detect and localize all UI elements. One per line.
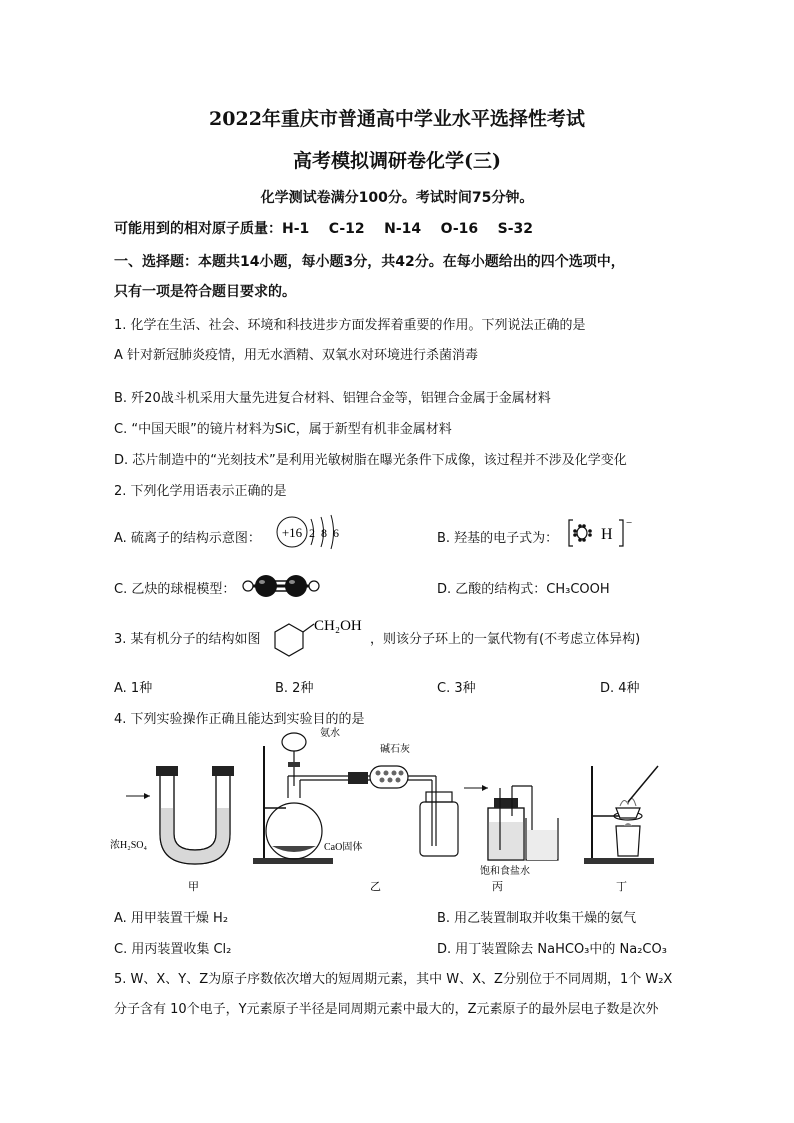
section-heading-cont: 只有一项是符合题目要求的。	[114, 284, 296, 300]
q3-option-d: D. 4种	[600, 681, 640, 696]
q4-option-d: D. 用丁装置除去 NaHCO₃中的 Na₂CO₃	[437, 942, 667, 957]
q2-option-d: D. 乙酸的结构式：CH₃COOH	[437, 582, 610, 597]
q5-line2: 分子含有 10个电子，Y元素原子半径是同周期元素中最大的，Z元素原子的最外层电子数是次外	[114, 1002, 659, 1017]
label-cao: CaO固体	[324, 842, 363, 853]
apparatus-yi	[253, 726, 458, 893]
q3-stem-post: ，则该分子环上的一氯代物有(不考虑立体异构)	[370, 632, 641, 647]
label-ammonia: 氨水	[320, 728, 340, 739]
q3-option-a: A. 1种	[114, 681, 153, 696]
hydrogen-symbol: H	[601, 526, 613, 543]
cyclohexylmethanol-structure	[272, 612, 372, 664]
q1-option-d: D. 芯片制造中的“光刻技术”是利用光敏树脂在曝光条件下成像，该过程并不涉及化学变化	[114, 453, 627, 468]
label-bing: 丙	[492, 881, 503, 893]
q4-option-c: C. 用丙装置收集 Cl₂	[114, 942, 232, 957]
q1-option-a: A 针对新冠肺炎疫情，用无水酒精、双氧水对环境进行杀菌消毒	[114, 348, 479, 363]
section-heading: 一、选择题：本题共14小题，每小题3分，共42分。在每小题给出的四个选项中，	[114, 254, 625, 270]
sulfide-ion-diagram	[272, 511, 344, 551]
label-conc-h2so4: 浓H₂SO₄	[110, 840, 147, 851]
ch2oh-label: CH₂OH	[314, 618, 362, 634]
electron-shells: 2 8 6	[309, 526, 339, 540]
q2-option-c: C. 乙炔的球棍模型：	[114, 582, 236, 597]
apparatus-ding	[584, 766, 658, 893]
apparatus-bing	[464, 785, 558, 893]
nucleus-charge: +16	[281, 525, 303, 540]
q2-stem: 2. 下列化学用语表示正确的是	[114, 484, 287, 499]
apparatus-figure	[108, 726, 688, 896]
label-jia: 甲	[188, 881, 199, 893]
q4-stem: 4. 下列实验操作正确且能达到实验目的的是	[114, 712, 365, 727]
q2-option-a: A. 硫离子的结构示意图：	[114, 531, 261, 546]
svg-text:−: −	[626, 517, 633, 529]
q1-option-b: B. 歼20战斗机采用大量先进复合材料、铝锂合金等，铝锂合金属于金属材料	[114, 391, 551, 406]
q5-line1: 5. W、X、Y、Z为原子序数依次增大的短周期元素，其中 W、X、Z分别位于不同周期，1个 W₂X	[114, 972, 673, 987]
label-ding: 丁	[616, 881, 627, 893]
label-soda-lime: 碱石灰	[380, 744, 410, 755]
apparatus-jia	[110, 766, 234, 893]
q3-option-b: B. 2种	[275, 681, 314, 696]
q4-option-a: A. 用甲装置干燥 H₂	[114, 911, 229, 926]
q3-option-c: C. 3种	[437, 681, 476, 696]
label-brine: 饱和食盐水	[480, 866, 530, 877]
page-title: 2022年重庆市普通高中学业水平选择性考试	[209, 108, 585, 130]
acetylene-ball-stick-model	[240, 570, 322, 602]
atomic-mass-line: 可能用到的相对原子质量：H-1 C-12 N-14 O-16 S-32	[114, 221, 533, 237]
q1-stem: 1. 化学在生活、社会、环境和科技进步方面发挥着重要的作用。下列说法正确的是	[114, 318, 586, 333]
q3-stem-pre: 3. 某有机分子的结构如图	[114, 632, 261, 647]
q1-option-c: C. “中国天眼”的镜片材料为SiC，属于新型有机非金属材料	[114, 422, 452, 437]
exam-info: 化学测试卷满分100分。考试时间75分钟。	[260, 190, 534, 206]
label-yi: 乙	[370, 881, 381, 893]
page-subtitle: 高考模拟调研卷化学(三)	[293, 150, 501, 172]
q4-option-b: B. 用乙装置制取并收集干燥的氨气	[437, 911, 637, 926]
hydroxyl-electron-formula	[567, 517, 633, 551]
q2-option-b: B. 羟基的电子式为：	[437, 531, 559, 546]
